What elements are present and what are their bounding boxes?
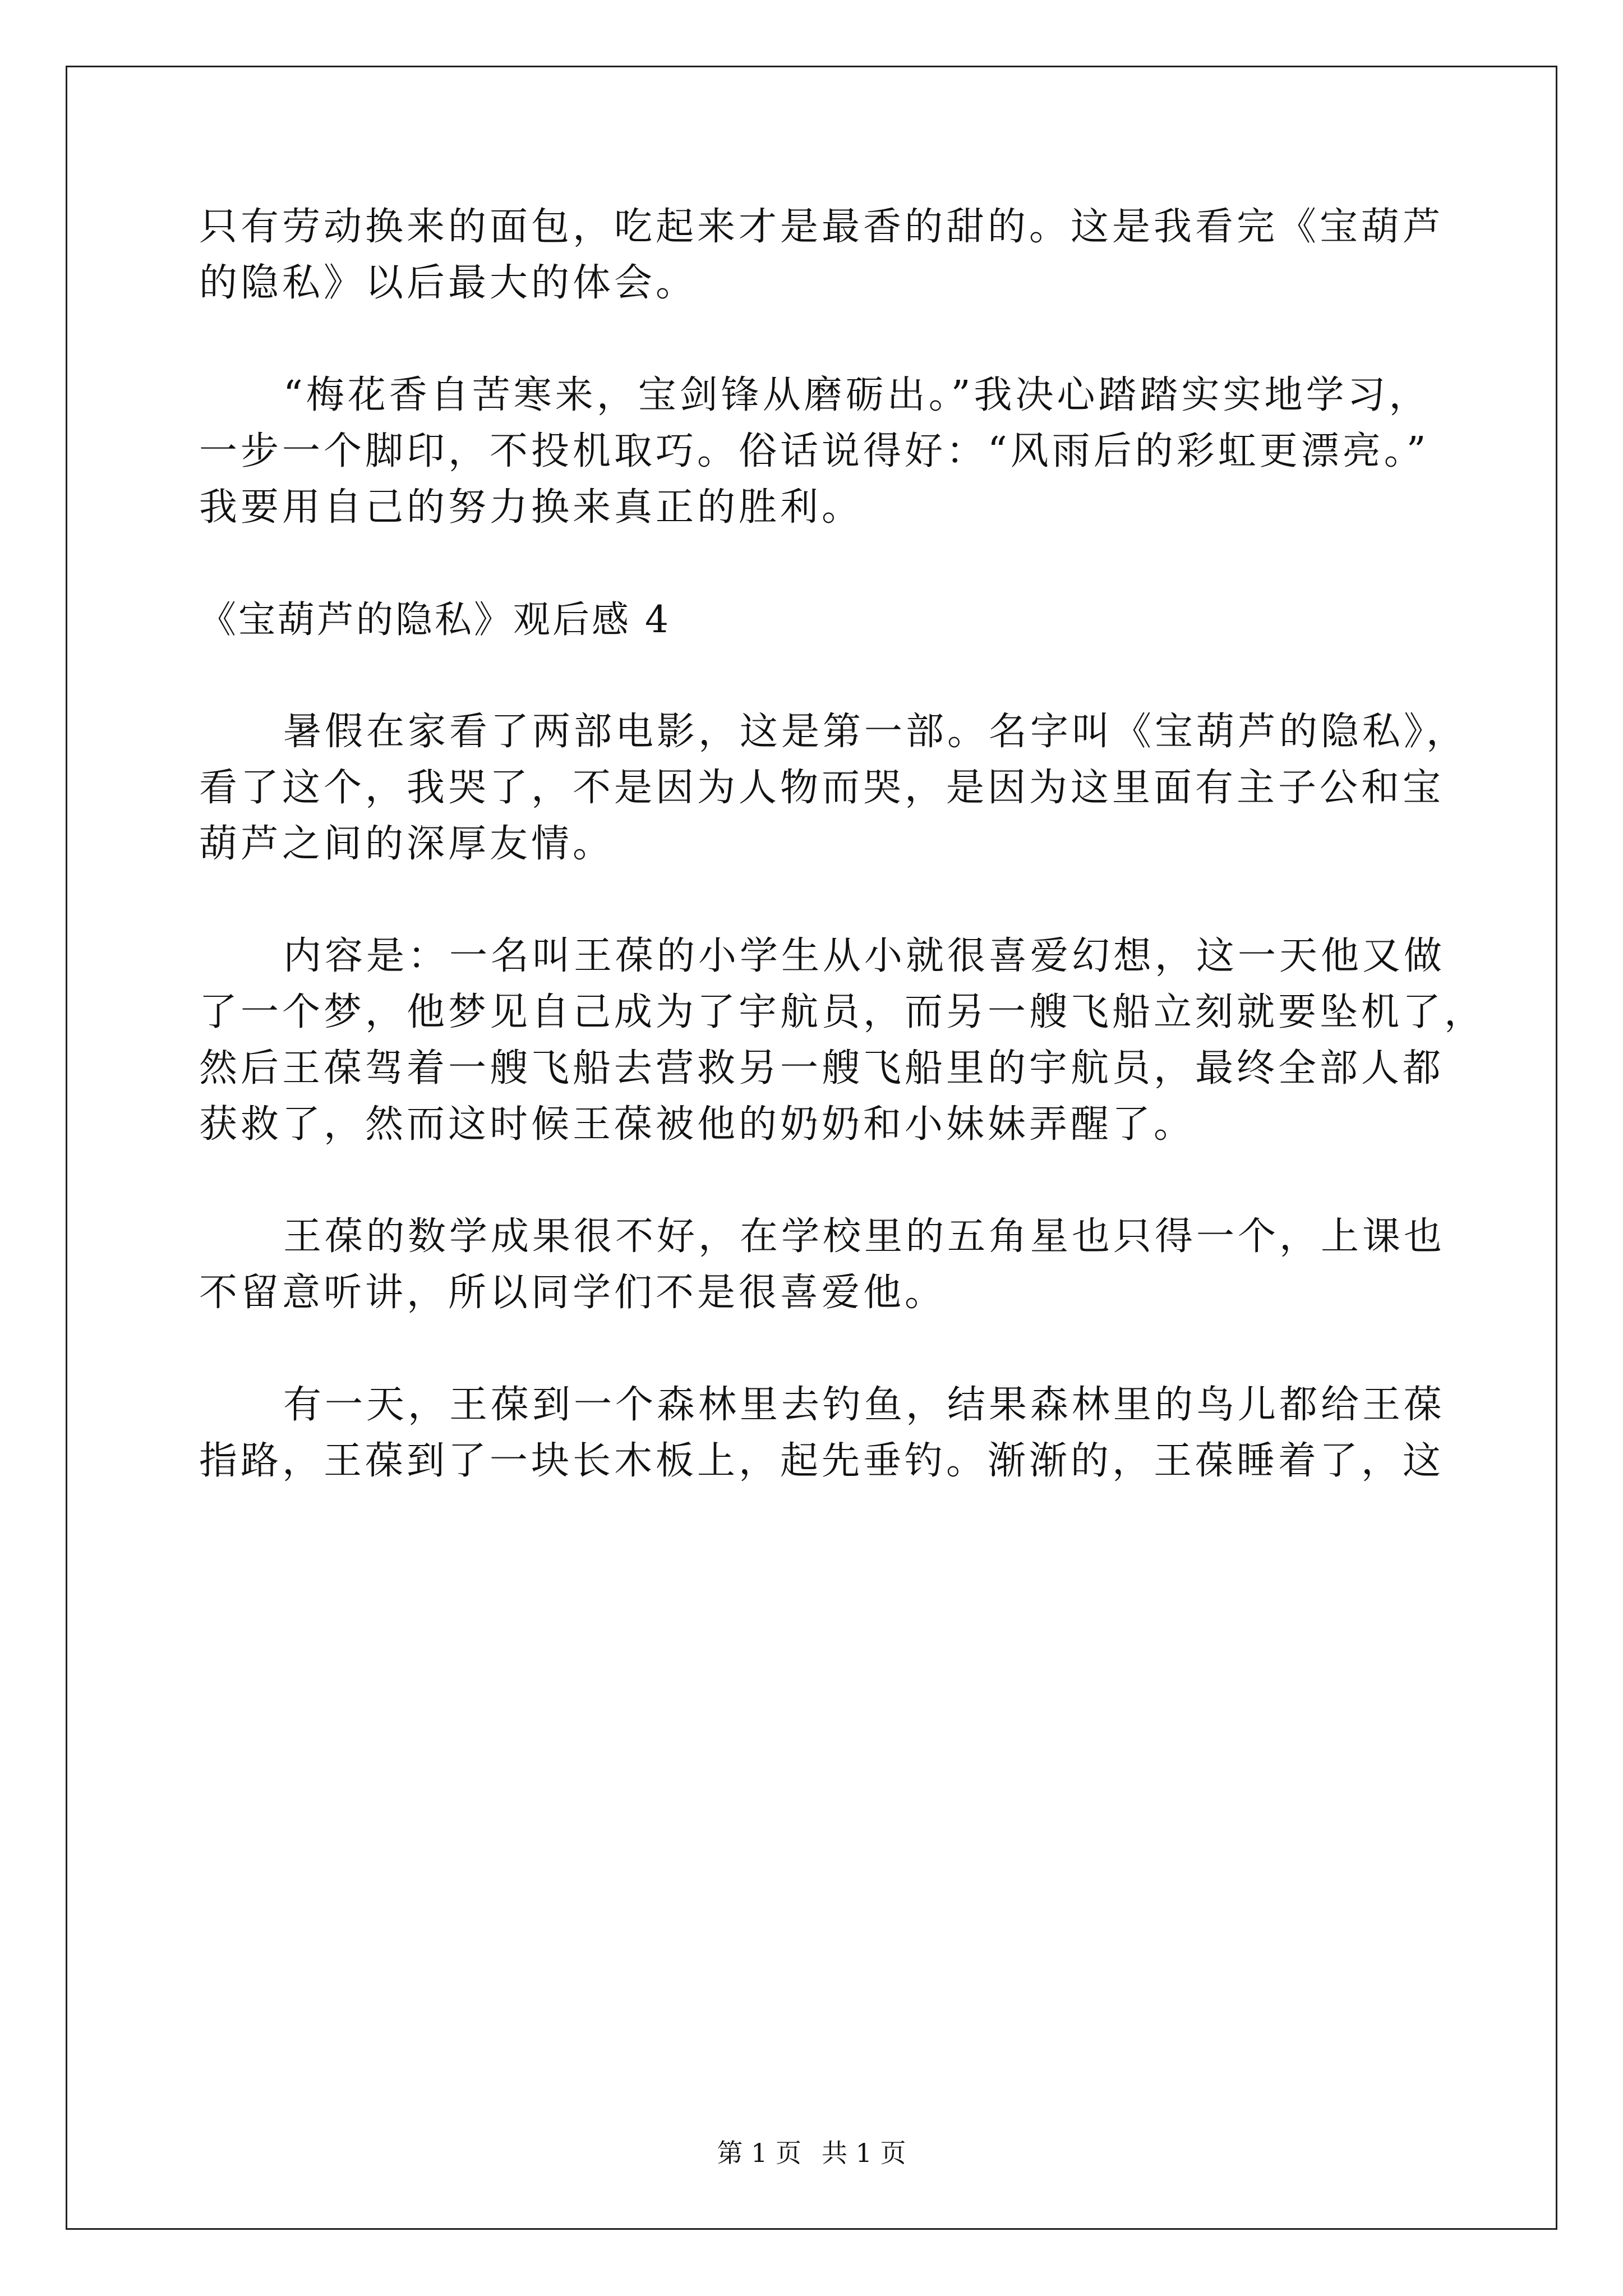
text-line: 然后王葆驾着一艘飞船去营救另一艘飞船里的宇航员，最终全部人都 <box>199 1046 1445 1091</box>
paragraph <box>199 704 1468 872</box>
paragraph <box>199 928 1486 1153</box>
paragraph <box>199 367 1433 536</box>
text-line: 看了这个，我哭了，不是因为人物而哭，是因为这里面有主子公和宝 <box>199 766 1445 810</box>
text-line: 王葆的数学成果很不好，在学校里的五角星也只得一个，上课也 <box>283 1214 1446 1259</box>
document-body <box>199 199 1486 1489</box>
section-heading: 《宝葫芦的隐私》观后感 4 <box>199 598 671 641</box>
text-line: 暑假在家看了两部电影，这是第一部。名字叫《宝葫芦的隐私》， <box>283 710 1468 754</box>
text-line: 内容是：一名叫王葆的小学生从小就很喜爱幻想，这一天他又做 <box>283 934 1446 978</box>
text-line: 我要用自己的努力换来真正的胜利。 <box>199 485 864 530</box>
text-line: 指路，王葆到了一块长木板上，起先垂钓。渐渐的，王葆睡着了，这 <box>199 1439 1445 1483</box>
page-total: 共 1 页 <box>822 2138 906 2168</box>
paragraph <box>199 199 1445 311</box>
text-line: 了一个梦，他梦见自己成为了宇航员，而另一艘飞船立刻就要坠机了， <box>199 990 1486 1034</box>
text-line: 的隐私》以后最大的体会。 <box>199 261 698 305</box>
text-line: “梅花香自苦寒来，宝剑锋从磨砺出。”我决心踏踏实实地学习， <box>283 373 1431 417</box>
text-line: 只有劳动换来的面包，吃起来才是最香的甜的。这是我看完《宝葫芦 <box>199 205 1445 249</box>
paragraph <box>199 1209 1446 1321</box>
text-line: 有一天，王葆到一个森林里去钓鱼，结果森林里的鸟儿都给王葆 <box>283 1383 1446 1427</box>
text-line: 葫芦之间的深厚友情。 <box>199 822 615 866</box>
text-line: 一步一个脚印，不投机取巧。俗话说得好：“风雨后的彩虹更漂亮。” <box>199 429 1430 473</box>
page-number: 第 1 页 <box>717 2138 801 2168</box>
text-line: 不留意听讲，所以同学们不是很喜爱他。 <box>199 1271 947 1315</box>
page-footer <box>0 2136 1623 2170</box>
text-line: 获救了，然而这时候王葆被他的奶奶和小妹妹弄醒了。 <box>199 1102 1196 1147</box>
paragraph <box>199 1377 1446 1489</box>
